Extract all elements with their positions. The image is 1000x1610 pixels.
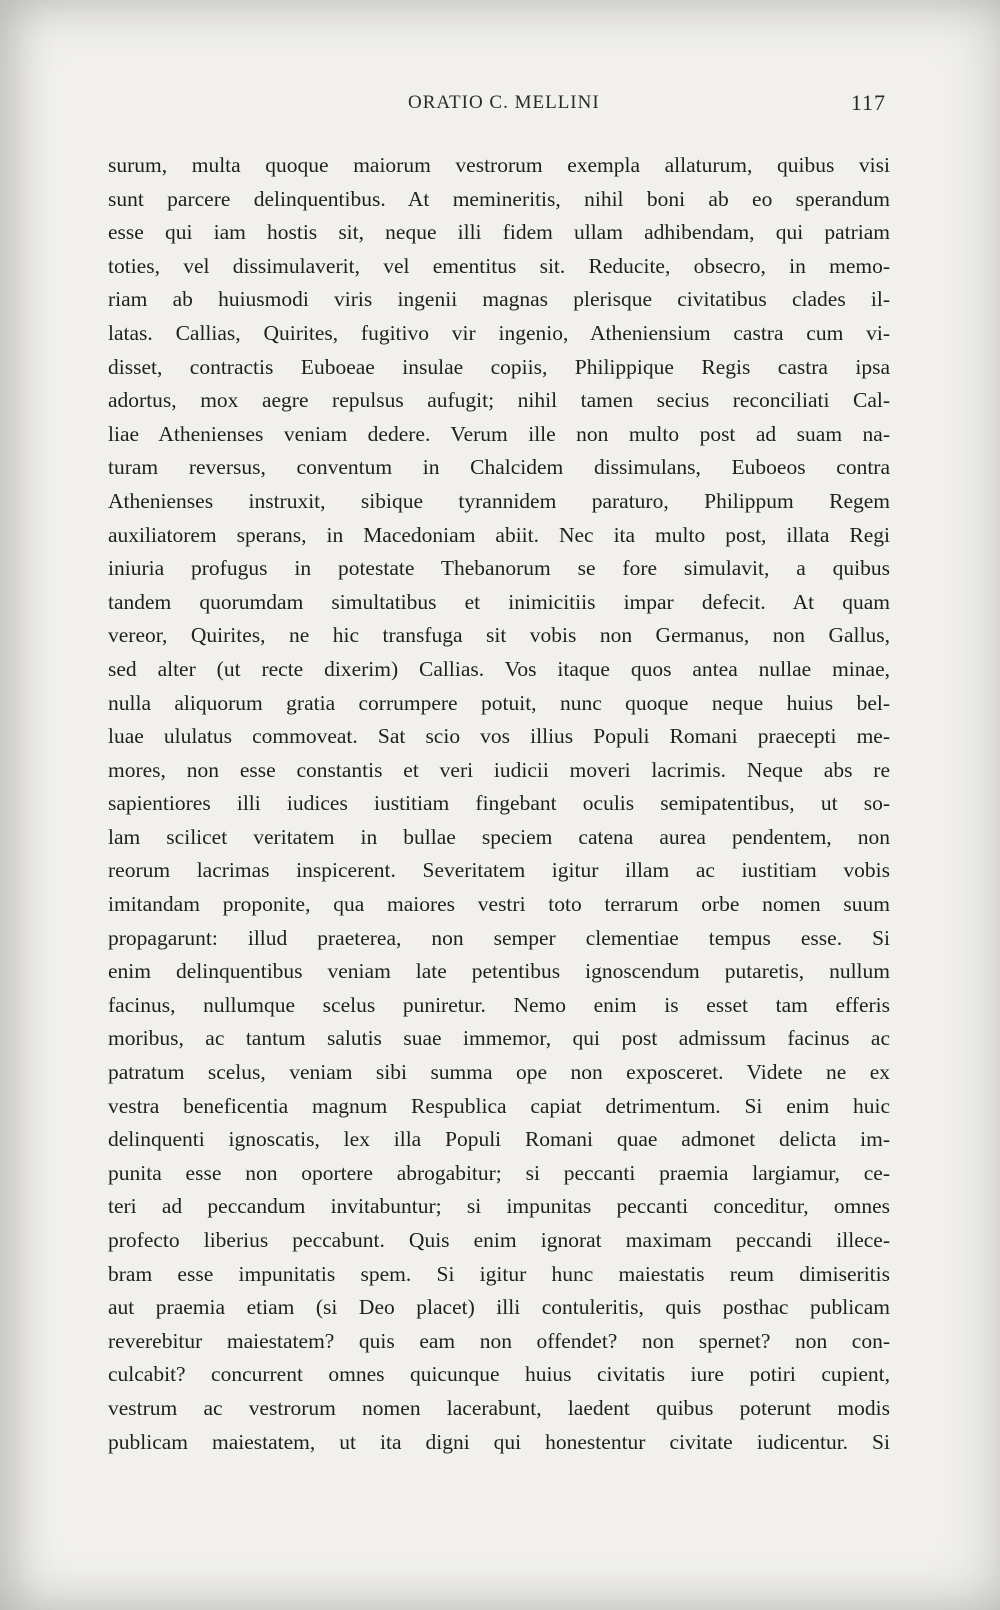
text-line: teri ad peccandum invitabuntur; si impunitas peccanti conceditur, omnes <box>108 1194 890 1219</box>
text-line: imitandam proponite, qua maiores vestri toto terrarum orbe nomen suum <box>108 892 890 917</box>
text-line: delinquenti ignoscatis, lex illa Populi Romani quae admonet delicta im- <box>108 1127 890 1152</box>
text-line: aut praemia etiam (si Deo placet) illi contuleritis, quis posthac publicam <box>108 1295 890 1320</box>
text-line: turam reversus, conventum in Chalcidem dissimulans, Euboeos contra <box>108 455 890 480</box>
text-line: bram esse impunitatis spem. Si igitur hunc maiestatis reum dimiseritis <box>108 1261 890 1286</box>
text-line: vestrum ac vestrorum nomen lacerabunt, laedent quibus poterunt modis <box>108 1395 890 1420</box>
text-line: mores, non esse constantis et veri iudicii moveri lacrimis. Neque abs re <box>108 757 890 782</box>
text-line: Athenienses instruxit, sibique tyrannidem paraturo, Philippum Regem <box>108 488 890 513</box>
text-line: patratum scelus, veniam sibi summa ope non exposceret. Videte ne ex <box>108 1060 890 1085</box>
text-line: enim delinquentibus veniam late petentibus ignoscendum putaretis, nullum <box>108 959 890 984</box>
text-line: punita esse non oportere abrogabitur; si peccanti praemia largiamur, ce- <box>108 1160 890 1185</box>
text-line: sunt parcere delinquentibus. At memineritis, nihil boni ab eo sperandum <box>108 186 890 211</box>
page-number: 117 <box>850 90 886 115</box>
text-line: surum, multa quoque maiorum vestrorum exempla allaturum, quibus visi <box>108 153 890 177</box>
text-line: luae ululatus commoveat. Sat scio vos illius Populi Romani praecepti me- <box>108 724 890 749</box>
text-line: vestra beneficentia magnum Respublica capiat detrimentum. Si enim huic <box>108 1093 890 1118</box>
text-line: auxiliatorem sperans, in Macedoniam abiit. Nec ita multo post, illata Regi <box>108 522 890 547</box>
text-line: esse qui iam hostis sit, neque illi fidem ullam adhibendam, qui patriam <box>108 220 890 245</box>
running-title: ORATIO C. MELLINI <box>408 92 600 113</box>
text-line: moribus, ac tantum salutis suae immemor, qui post admissum facinus ac <box>108 1026 890 1051</box>
text-line: facinus, nullumque scelus puniretur. Nemo enim is esset tam efferis <box>108 992 890 1017</box>
text-line: tandem quorumdam simultatibus et inimicitiis impar defecit. At quam <box>108 589 890 614</box>
text-line: toties, vel dissimulaverit, vel ementitus sit. Reducite, obsecro, in memo- <box>108 253 890 278</box>
text-line: adortus, mox aegre repulsus aufugit; nihil tamen secius reconciliati Cal- <box>108 388 890 413</box>
body-text <box>108 149 890 1459</box>
text-line: lam scilicet veritatem in bullae speciem catena aurea pendentem, non <box>108 824 890 849</box>
text-line: liae Athenienses veniam dedere. Verum ille non multo post ad suam na- <box>108 421 890 446</box>
text-line: nulla aliquorum gratia corrumpere potuit, nunc quoque neque huius bel- <box>108 690 890 715</box>
text-line: iniuria profugus in potestate Thebanorum se fore simulavit, a quibus <box>108 556 890 581</box>
text-line: propagarunt: illud praeterea, non semper clementiae tempus esse. Si <box>108 925 890 950</box>
text-line: sed alter (ut recte dixerim) Callias. Vos itaque quos antea nullae minae, <box>108 656 890 681</box>
text-line: sapientiores illi iudices iustitiam fingebant oculis semipatentibus, ut so- <box>108 791 890 816</box>
text-line: disset, contractis Euboeae insulae copiis, Philippique Regis castra ipsa <box>108 354 890 379</box>
text-line: reorum lacrimas inspicerent. Severitatem igitur illam ac iustitiam vobis <box>108 858 890 883</box>
running-head <box>108 92 890 122</box>
text-line: reverebitur maiestatem? quis eam non offendet? non spernet? non con- <box>108 1328 890 1353</box>
text-line: culcabit? concurrent omnes quicunque huius civitatis iure potiri cupient, <box>108 1362 890 1387</box>
text-line: latas. Callias, Quirites, fugitivo vir ingenio, Atheniensium castra cum vi- <box>108 320 890 345</box>
text-line: riam ab huiusmodi viris ingenii magnas plerisque civitatibus clades il- <box>108 287 890 312</box>
text-line: vereor, Quirites, ne hic transfuga sit vobis non Germanus, non Gallus, <box>108 623 890 648</box>
text-line: publicam maiestatem, ut ita digni qui honestentur civitate iudicentur. Si <box>108 1429 890 1454</box>
text-line: profecto liberius peccabunt. Quis enim ignorat maximam peccandi illece- <box>108 1228 890 1252</box>
